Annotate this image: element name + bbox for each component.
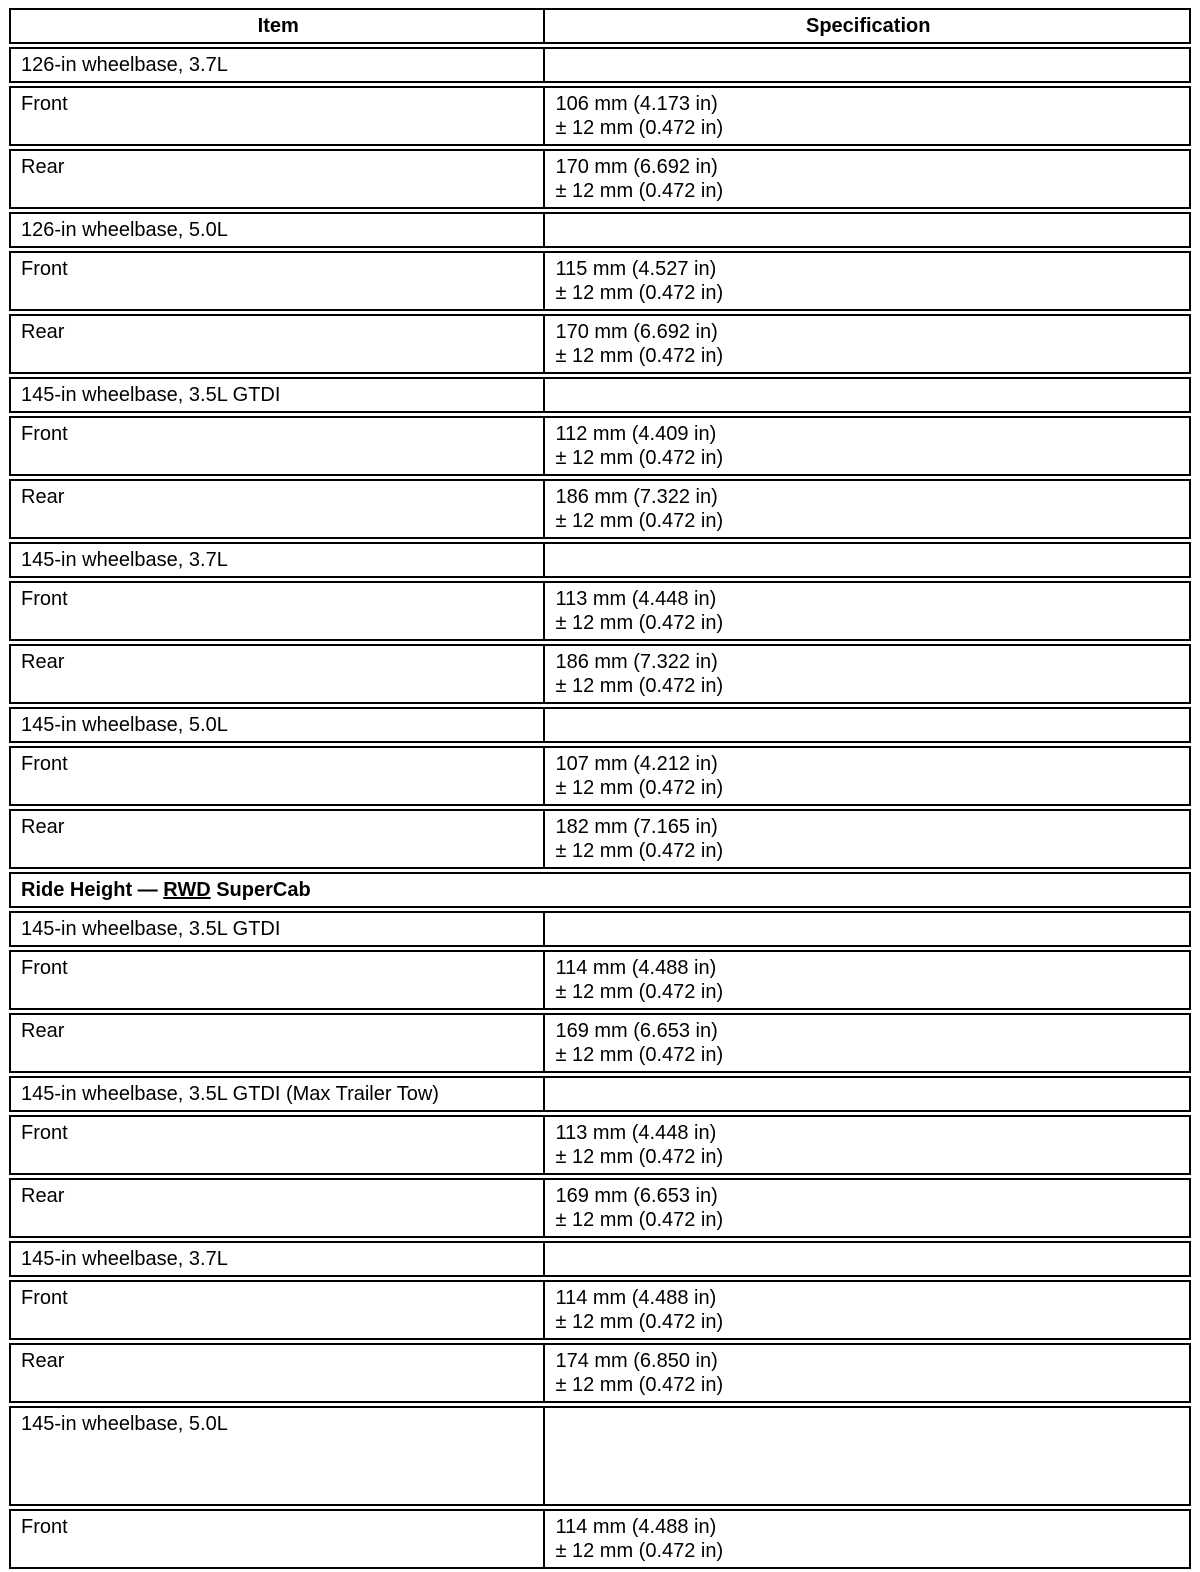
table-row <box>9 542 1191 578</box>
spec-line: ± 12 mm (0.472 in) <box>555 777 724 800</box>
spec-line: ± 12 mm (0.472 in) <box>555 1540 724 1563</box>
spec-cell <box>543 811 1189 867</box>
spec-cell <box>543 481 1189 537</box>
item-cell: 145-in wheelbase, 3.7L <box>21 1248 228 1270</box>
table-row <box>9 950 1191 1010</box>
spec-cell <box>543 1511 1189 1567</box>
spec-line: ± 12 mm (0.472 in) <box>555 840 724 863</box>
spec-line: 113 mm (4.448 in) <box>555 1122 717 1144</box>
spec-line: ± 12 mm (0.472 in) <box>555 447 724 470</box>
table-row <box>9 1280 1191 1340</box>
spec-line: 106 mm (4.173 in) <box>555 93 718 115</box>
spec-line: 186 mm (7.322 in) <box>555 486 718 508</box>
spec-line: 174 mm (6.850 in) <box>555 1350 718 1372</box>
spec-cell <box>543 1078 1189 1110</box>
item-cell: Rear <box>21 816 65 838</box>
item-cell: Rear <box>21 486 65 508</box>
spec-line: ± 12 mm (0.472 in) <box>555 345 724 368</box>
spec-line: 112 mm (4.409 in) <box>555 423 717 445</box>
spec-cell <box>543 1180 1189 1236</box>
item-cell: 126-in wheelbase, 3.7L <box>21 54 228 76</box>
spec-cell <box>543 583 1189 639</box>
spec-line: ± 12 mm (0.472 in) <box>555 1209 724 1232</box>
item-cell: 145-in wheelbase, 3.7L <box>21 549 228 571</box>
table-row <box>9 1343 1191 1403</box>
spec-line: 170 mm (6.692 in) <box>555 156 718 178</box>
table-header-row <box>9 8 1191 44</box>
spec-cell <box>543 913 1189 945</box>
item-cell: Front <box>21 1516 68 1538</box>
section-title <box>11 874 1189 906</box>
column-header-specification: Specification <box>543 10 1189 42</box>
spec-cell <box>543 418 1189 474</box>
spec-cell <box>543 952 1189 1008</box>
spec-cell <box>543 214 1189 246</box>
spec-line: 114 mm (4.488 in) <box>555 1287 717 1309</box>
table-row <box>9 1509 1191 1569</box>
spec-cell <box>543 1015 1189 1071</box>
spec-cell <box>543 1345 1189 1401</box>
spec-line: 113 mm (4.448 in) <box>555 588 717 610</box>
item-cell: Front <box>21 588 68 610</box>
spec-table <box>9 8 1191 1569</box>
table-row <box>9 1076 1191 1112</box>
spec-line: ± 12 mm (0.472 in) <box>555 282 724 305</box>
spec-cell <box>543 49 1189 81</box>
spec-cell <box>543 151 1189 207</box>
item-cell: 145-in wheelbase, 3.5L GTDI <box>21 384 281 406</box>
table-row <box>9 1013 1191 1073</box>
spec-cell <box>543 709 1189 741</box>
spec-line: ± 12 mm (0.472 in) <box>555 1374 724 1397</box>
table-row <box>9 809 1191 869</box>
spec-line: 169 mm (6.653 in) <box>555 1185 718 1207</box>
spec-line: 169 mm (6.653 in) <box>555 1020 718 1042</box>
item-cell: Front <box>21 93 68 115</box>
spec-line: ± 12 mm (0.472 in) <box>555 981 724 1004</box>
table-row <box>9 479 1191 539</box>
column-header-item: Item <box>257 15 299 38</box>
table-row <box>9 47 1191 83</box>
table-row <box>9 212 1191 248</box>
item-cell: Front <box>21 753 68 775</box>
item-cell: Rear <box>21 1020 65 1042</box>
table-row <box>9 1178 1191 1238</box>
spec-line: ± 12 mm (0.472 in) <box>555 117 724 140</box>
item-cell: Front <box>21 1287 68 1309</box>
item-cell: Front <box>21 957 68 979</box>
spec-line: ± 12 mm (0.472 in) <box>555 675 724 698</box>
item-cell: 145-in wheelbase, 3.5L GTDI <box>21 918 281 940</box>
table-row <box>9 644 1191 704</box>
item-cell: Front <box>21 423 68 445</box>
table-row <box>9 1406 1191 1506</box>
table-row <box>9 416 1191 476</box>
item-cell: Rear <box>21 1185 65 1207</box>
item-cell: 145-in wheelbase, 5.0L <box>21 1413 228 1435</box>
item-cell: Rear <box>21 651 65 673</box>
section-title-suffix: SuperCab <box>210 879 311 901</box>
table-row <box>9 377 1191 413</box>
item-cell: Rear <box>21 1350 65 1372</box>
spec-cell <box>543 1408 1189 1504</box>
table-row <box>9 251 1191 311</box>
table-row <box>9 86 1191 146</box>
spec-line: ± 12 mm (0.472 in) <box>555 1146 724 1169</box>
spec-line: ± 12 mm (0.472 in) <box>555 510 724 533</box>
item-cell: 145-in wheelbase, 3.5L GTDI (Max Trailer Tow) <box>21 1083 439 1105</box>
spec-cell <box>543 379 1189 411</box>
spec-cell <box>543 253 1189 309</box>
spec-cell <box>543 316 1189 372</box>
spec-cell <box>543 88 1189 144</box>
spec-cell <box>543 646 1189 702</box>
spec-line: 182 mm (7.165 in) <box>555 816 718 838</box>
spec-line: ± 12 mm (0.472 in) <box>555 1044 724 1067</box>
item-cell: Front <box>21 1122 68 1144</box>
table-row <box>9 746 1191 806</box>
spec-cell <box>543 1117 1189 1173</box>
spec-line: 107 mm (4.212 in) <box>555 753 718 775</box>
item-cell: Front <box>21 258 68 280</box>
table-row <box>9 149 1191 209</box>
spec-line: 186 mm (7.322 in) <box>555 651 718 673</box>
section-header-row <box>9 872 1191 908</box>
spec-cell <box>543 544 1189 576</box>
table-row <box>9 911 1191 947</box>
spec-table-body <box>9 47 1191 1569</box>
spec-line: ± 12 mm (0.472 in) <box>555 180 724 203</box>
spec-cell <box>543 1243 1189 1275</box>
item-cell: 126-in wheelbase, 5.0L <box>21 219 228 241</box>
spec-cell <box>543 1282 1189 1338</box>
section-title-prefix: Ride Height — <box>21 879 164 901</box>
item-cell: 145-in wheelbase, 5.0L <box>21 714 228 736</box>
section-title-underlined: RWD <box>163 879 211 901</box>
table-row <box>9 581 1191 641</box>
spec-cell <box>543 748 1189 804</box>
spec-line: ± 12 mm (0.472 in) <box>555 612 724 635</box>
table-row <box>9 707 1191 743</box>
table-row <box>9 1115 1191 1175</box>
table-row <box>9 1241 1191 1277</box>
spec-line: ± 12 mm (0.472 in) <box>555 1311 724 1334</box>
spec-line: 114 mm (4.488 in) <box>555 1516 717 1538</box>
spec-line: 114 mm (4.488 in) <box>555 957 717 979</box>
spec-line: 170 mm (6.692 in) <box>555 321 718 343</box>
item-cell: Rear <box>21 156 65 178</box>
item-cell: Rear <box>21 321 65 343</box>
table-row <box>9 314 1191 374</box>
spec-line: 115 mm (4.527 in) <box>555 258 717 280</box>
